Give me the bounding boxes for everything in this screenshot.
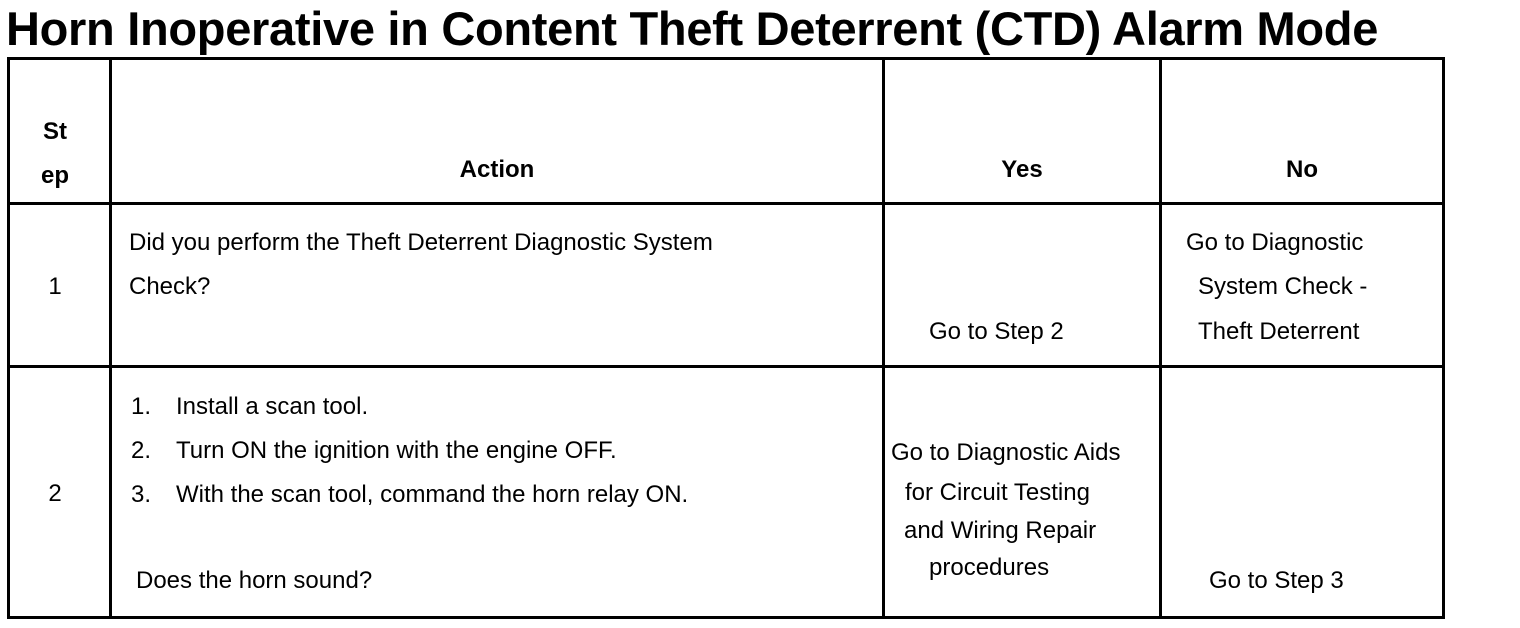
row1-action-line2: Check? [129,273,211,300]
row2-yes-line3: and Wiring Repair [904,517,1097,544]
list-item-number: 3. [131,481,152,508]
table-border-bottom [7,616,1445,619]
table-border-right [1442,57,1445,619]
row1-yes: Go to Step 2 [929,318,1064,345]
header-no: No [1286,156,1318,183]
row2-step: 2 [48,480,62,507]
row1-action-line1: Did you perform the Theft Deterrent Diagnostic System [129,229,713,256]
row1-no-line2: System Check - [1198,273,1368,300]
row-divider-1 [7,365,1445,368]
column-divider-step [109,57,112,619]
list-item-number: 2. [131,437,152,464]
column-divider-action [882,57,885,619]
row1-no-line1: Go to Diagnostic [1186,229,1364,256]
page-title: Horn Inoperative in Content Theft Deterrent (CTD) Alarm Mode [6,2,1379,55]
list-item [131,429,688,473]
row2-yes-line1: Go to Diagnostic Aids [891,439,1121,466]
row2-question: Does the horn sound? [136,567,373,594]
list-item-number: 1. [131,393,152,420]
header-step [10,110,100,198]
row1-step: 1 [48,273,62,300]
header-action: Action [459,156,535,183]
list-item [131,473,688,517]
header-yes: Yes [1001,156,1043,183]
list-item-text: Install a scan tool. [176,393,369,420]
column-divider-yes [1159,57,1162,619]
header-step-line2: ep [40,162,69,189]
list-item-text: Turn ON the ignition with the engine OFF. [176,437,617,464]
row1-no-line3: Theft Deterrent [1198,318,1360,345]
row2-no: Go to Step 3 [1209,567,1344,594]
row2-yes-line2: for Circuit Testing [905,479,1090,506]
table-border-top [7,57,1445,60]
header-step-line1: St [43,118,67,145]
row-divider-header [7,202,1445,205]
row2-yes-line4: procedures [929,554,1050,581]
list-item-text: With the scan tool, command the horn relay ON. [176,481,689,508]
list-item [131,385,688,429]
row2-action-steps [131,385,688,517]
